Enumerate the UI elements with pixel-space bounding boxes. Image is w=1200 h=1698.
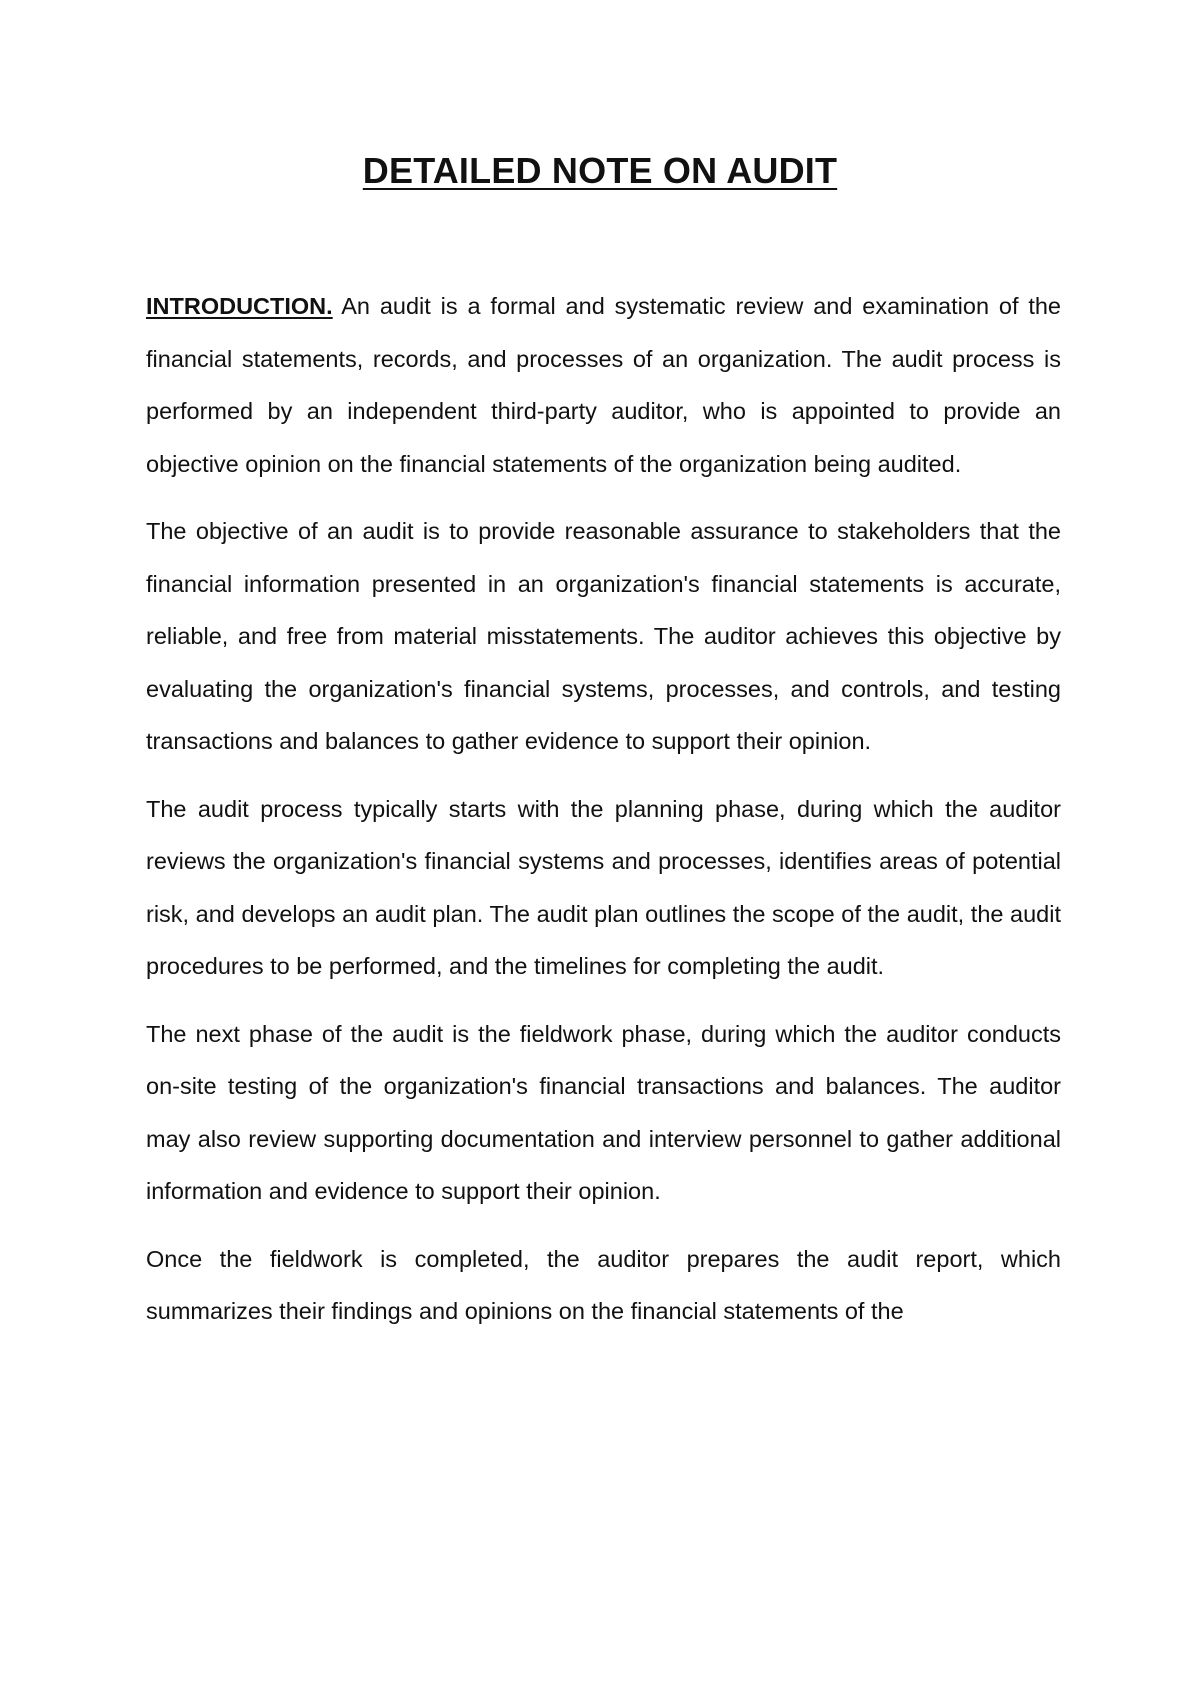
document-body xyxy=(146,280,1061,1353)
paragraph-planning: The audit process typically starts with the planning phase, during which the auditor reviews the organization's financial systems and processes, identifies areas of potential risk, and develops an audit plan. The audit plan outlines the scope of the audit, the audit procedures to be performed, and the timelines for completing the audit. xyxy=(146,795,1061,979)
document-title: DETAILED NOTE ON AUDIT xyxy=(362,150,838,191)
introduction-text: An audit is a formal and systematic review and examination of the financial statements, records, and processes of an organization. The audit process is performed by an independent third-party auditor, who is appointed to provide an objective opinion on the financial statements of the organization being audited. xyxy=(146,293,1061,477)
paragraph-objective: The objective of an audit is to provide reasonable assurance to stakeholders that the financial information presented in an organization's financial statements is accurate, reliable, and free from material misstatements. The auditor achieves this objective by evaluating the organization's financial systems, processes, and controls, and testing transactions and balances to gather evidence to support their opinion. xyxy=(146,518,1061,754)
paragraph-fieldwork: The next phase of the audit is the fieldwork phase, during which the auditor conducts on-site testing of the organization's financial transactions and balances. The auditor may also review supporting documentation and interview personnel to gather additional information and evidence to support their opinion. xyxy=(146,1020,1061,1204)
introduction-label: INTRODUCTION. xyxy=(146,293,333,319)
introduction-paragraph xyxy=(146,280,1061,490)
paragraph-report: Once the fieldwork is completed, the auditor prepares the audit report, which summarizes their findings and opinions on the financial statements of the xyxy=(146,1245,1061,1324)
